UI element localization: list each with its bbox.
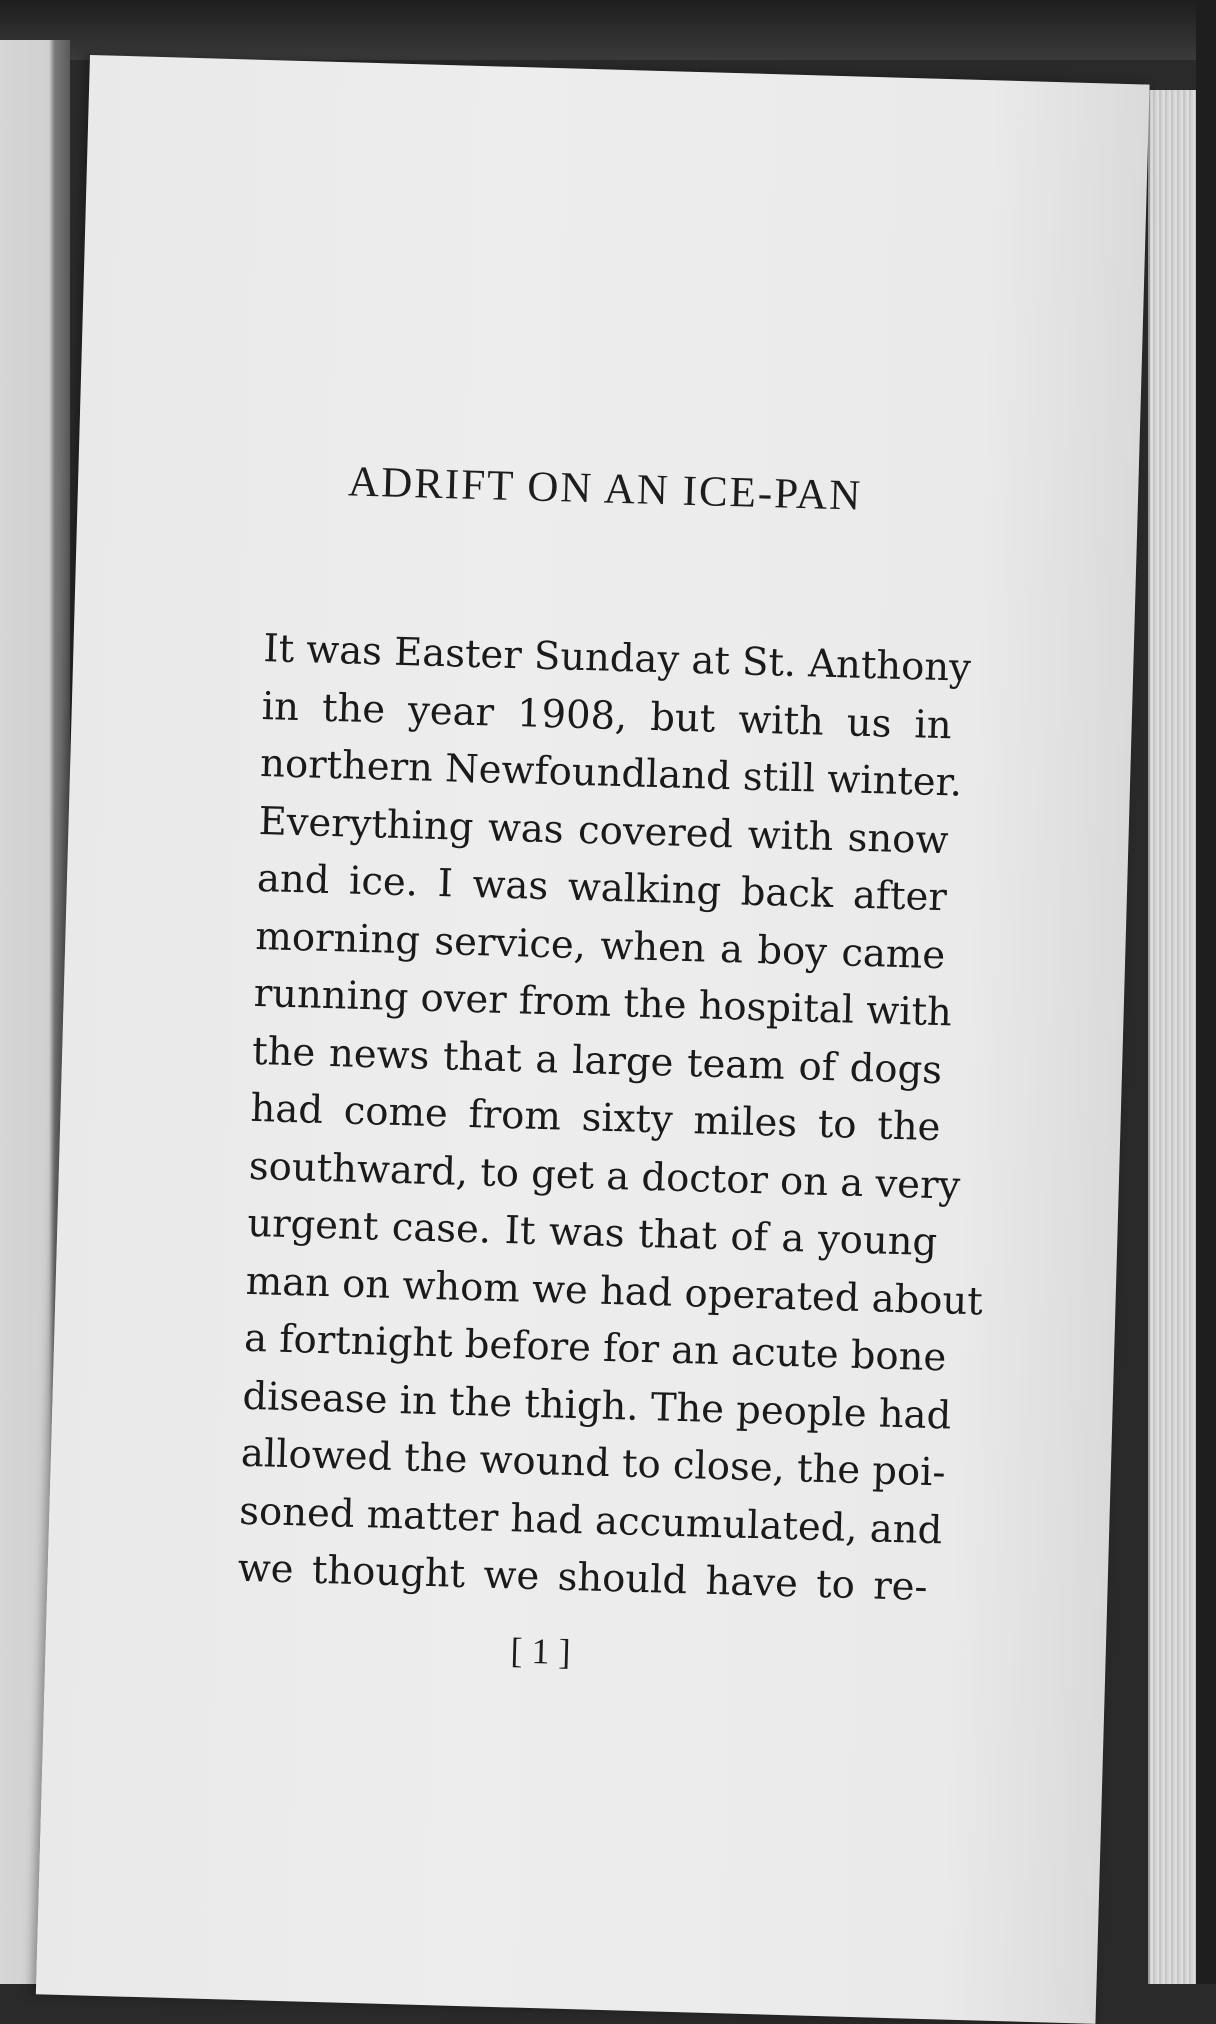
text-line: northern Newfoundland still winter. [259, 741, 963, 806]
book-page [36, 55, 1150, 2024]
text-line: a fortnight before for an acute bone [243, 1315, 947, 1381]
page-number: [ 1 ] [510, 1630, 572, 1673]
body-paragraph [237, 620, 984, 1616]
photo-backdrop [0, 0, 1216, 60]
text-line: disease in the thigh. The people had [241, 1373, 952, 1439]
text-line: and ice. I was walking back after [256, 855, 948, 921]
text-line: southward, to get a doctor on a very [248, 1143, 961, 1209]
text-line: man on whom we had operated about [245, 1258, 984, 1324]
photo-backdrop-right [1196, 0, 1216, 1984]
text-line: allowed the wound to close, the poi- [240, 1430, 947, 1496]
text-line: Everything was covered with snow [258, 798, 950, 863]
text-line: urgent case. It was that of a young [246, 1200, 938, 1266]
chapter-title: ADRIFT ON AN ICE-PAN [347, 458, 863, 520]
text-line: soned matter had accumulated, and [238, 1488, 943, 1553]
text-line: had come from sixty miles to the [250, 1085, 942, 1151]
text-line: we thought we should have to re- [237, 1545, 929, 1610]
text-line: running over from the hospital with [253, 970, 953, 1036]
text-line: morning service, when a boy came [254, 913, 946, 978]
text-line: in the year 1908, but with us in [261, 683, 953, 748]
text-line: It was Easter Sunday at St. Anthony [262, 626, 972, 691]
text-line: the news that a large team of dogs [251, 1028, 943, 1093]
